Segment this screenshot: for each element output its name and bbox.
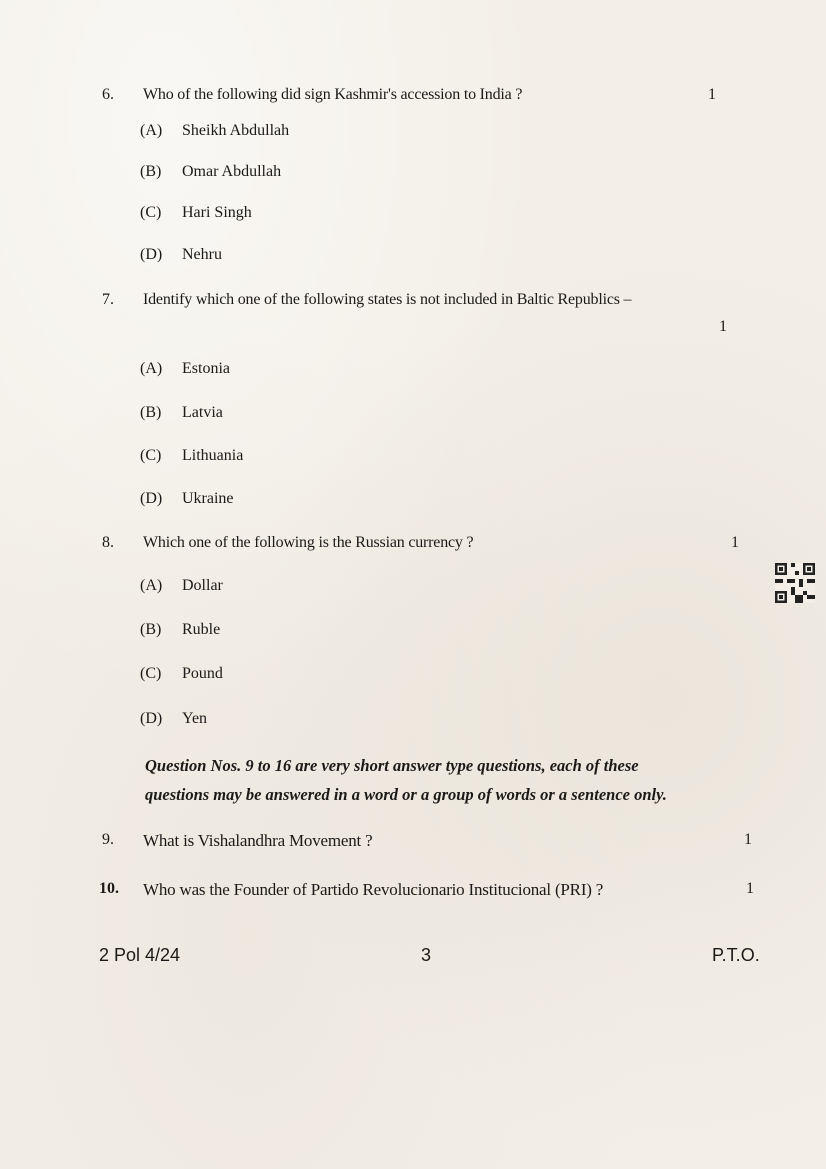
option-c: (C) Pound [140,665,223,682]
option-b: (B) Omar Abdullah [140,163,282,180]
question-number: 6. [102,86,114,103]
question-marks: 1 [744,831,752,848]
question-marks: 1 [731,534,739,551]
question-number: 7. [102,291,114,308]
option-d: (D) Ukraine [140,490,234,507]
option-b: (B) Ruble [140,621,221,638]
question-number: 8. [102,534,114,551]
option-a: (A) Sheikh Abdullah [140,122,290,139]
option-a: (A) Dollar [140,577,223,594]
option-b: (B) Latvia [140,404,223,421]
question-marks: 1 [719,318,727,335]
option-c: (C) Lithuania [140,447,244,464]
question-text: Which one of the following is the Russian currency ? [143,534,474,551]
option-a: (A) Estonia [140,360,230,377]
question-number: 9. [102,831,114,848]
section-instructions [145,751,757,809]
instruction-line-1: Question Nos. 9 to 16 are very short answer type questions, each of these [145,756,639,775]
question-number: 10. [99,880,119,897]
page-number: 3 [421,945,432,965]
option-d: (D) Yen [140,710,208,727]
paper-code: 2 Pol 4/24 [99,945,181,965]
question-marks: 1 [746,880,754,897]
question-text: What is Vishalandhra Movement ? [143,831,373,850]
question-text: Who was the Founder of Partido Revolucionario Institucional (PRI) ? [143,880,604,899]
pto-label: P.T.O. [712,945,760,965]
option-c: (C) Hari Singh [140,204,252,221]
option-d: (D) Nehru [140,246,222,263]
question-text: Who of the following did sign Kashmir's accession to India ? [143,86,523,103]
qr-code-icon [775,563,815,603]
question-marks: 1 [708,86,716,103]
question-text: Identify which one of the following states is not included in Baltic Republics – [143,291,632,308]
instruction-line-2: questions may be answered in a word or a group of words or a sentence only. [145,785,667,804]
